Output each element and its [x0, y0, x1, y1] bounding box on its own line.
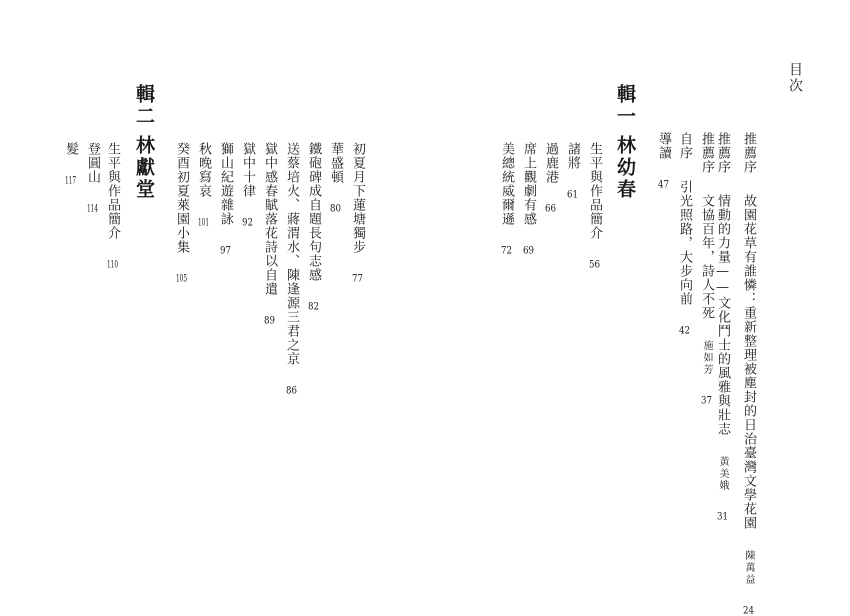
entry-author: 施如芳: [701, 340, 712, 376]
entry-title: 過鹿港: [543, 142, 558, 184]
toc-entry: [197, 142, 210, 228]
toc-entry: [175, 142, 188, 284]
part-label: 輯二: [133, 84, 155, 128]
entry-title: 獄中感春賦落花詩以自遣: [262, 142, 277, 296]
entry-label: 導讀: [656, 132, 671, 160]
toc-entry: [566, 142, 579, 200]
entry-title: 送蔡培火、蔣渭水、陳逢源三君之京: [284, 142, 299, 366]
entry-label: 推薦序: [741, 132, 756, 174]
entry-title: 引光照路，大步向前: [677, 180, 692, 306]
entry-page: 92: [242, 218, 253, 228]
part-author-name: 林獻堂: [133, 135, 155, 201]
entry-page: 105: [176, 274, 187, 284]
entry-label: 推薦序: [715, 132, 730, 174]
toc-entry: [500, 142, 513, 256]
entry-title: 獄中十律: [240, 142, 255, 198]
part-label: 輯一: [614, 84, 636, 128]
part-author-name: 林幼春: [614, 135, 636, 201]
entry-title: 文協百年，詩人不死: [699, 194, 714, 320]
entry-page: 80: [330, 204, 341, 214]
entry-page: 66: [545, 204, 556, 214]
entry-page: 37: [701, 396, 712, 406]
entry-title: 獅山紀遊雜詠: [218, 142, 233, 226]
entry-page: 86: [286, 386, 297, 396]
entry-page: 117: [65, 176, 76, 186]
entry-page: 61: [567, 190, 578, 200]
entry-page: 101: [198, 218, 209, 228]
page-title: 目次: [787, 62, 803, 94]
entry-title: 鐵砲碑成自題長句志感: [306, 142, 321, 282]
toc-entry: [678, 132, 691, 336]
entry-title: 秋晚寫哀: [196, 142, 211, 198]
toc-entry: [716, 132, 729, 522]
entry-page: 89: [264, 316, 275, 326]
toc-entry: [657, 132, 670, 190]
entry-title: 生平與作品簡介: [105, 142, 120, 240]
toc-entry: [106, 142, 119, 270]
entry-title: 華盛頓: [328, 142, 343, 184]
entry-title: 髮: [63, 142, 78, 156]
entry-title: 情動的力量——文化鬥士的風雅與壯志: [715, 194, 730, 436]
entry-page: 97: [220, 246, 231, 256]
entry-page: 42: [679, 326, 690, 336]
toc-entry: [351, 142, 364, 284]
toc-entry: [522, 142, 535, 256]
toc-entry: [588, 142, 601, 270]
entry-page: 47: [658, 180, 669, 190]
entry-title: 諸將: [565, 142, 580, 170]
entry-title: 癸酉初夏萊園小集: [174, 142, 189, 254]
entry-page: 31: [717, 512, 728, 522]
entry-author: 陳萬益: [743, 550, 754, 586]
entry-page: 77: [352, 274, 363, 284]
entry-page: 24: [743, 606, 754, 616]
entry-title: 故園花草有誰憐：重新整理被塵封的日治臺灣文學花園: [741, 194, 756, 530]
toc-entry: [329, 142, 342, 214]
entry-page: 82: [308, 302, 319, 312]
toc-entry: [86, 142, 99, 214]
toc-entry: [544, 142, 557, 214]
entry-title: 生平與作品簡介: [587, 142, 602, 240]
entry-label: 推薦序: [699, 132, 714, 174]
toc-entry: [219, 142, 232, 256]
entry-page: 114: [87, 204, 98, 214]
toc-entry: [64, 142, 77, 186]
entry-label: 自序: [677, 132, 692, 160]
toc-entry: [307, 142, 320, 312]
toc-entry: [285, 142, 298, 396]
entry-page: 69: [523, 246, 534, 256]
toc-entry: [263, 142, 276, 326]
toc-entry: [241, 142, 254, 228]
entry-page: 110: [107, 260, 118, 270]
entry-title: 初夏月下蓮塘獨步: [350, 142, 365, 254]
toc-entry: [700, 132, 713, 406]
entry-page: 72: [501, 246, 512, 256]
entry-title: 席上觀劇有感: [521, 142, 536, 226]
entry-title: 登圓山: [85, 142, 100, 184]
entry-author: 黃美娥: [717, 456, 728, 492]
toc-entry: [742, 132, 755, 616]
entry-title: 美總統威爾遜: [499, 142, 514, 226]
entry-page: 56: [589, 260, 600, 270]
